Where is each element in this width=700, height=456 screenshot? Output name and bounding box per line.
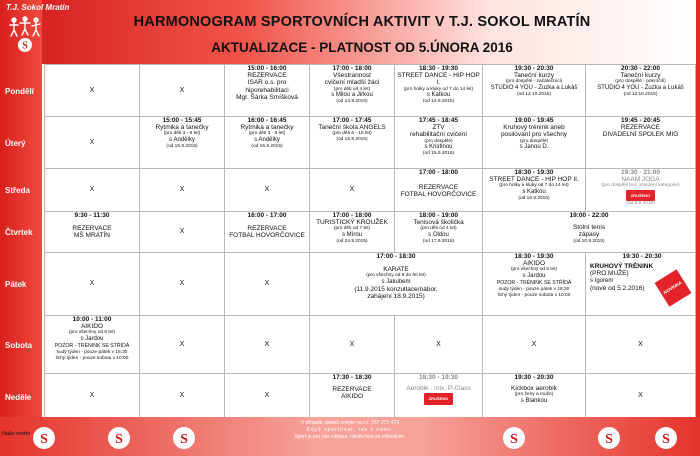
slot-empty: X	[45, 65, 140, 117]
slot-fotbal-thu: 16:00 - 17:00 REZERVACE FOTBAL HOVORČOVICE	[225, 212, 310, 253]
slot-empty: X	[225, 169, 310, 212]
day-label-monday: Pondělí	[5, 87, 34, 96]
sokol-logo	[652, 424, 680, 452]
new-ribbon: NOVINKA	[655, 269, 692, 307]
right-bar	[696, 0, 700, 456]
footer-contact: V případě dotazů volejte na t.č. 737 271 473	[300, 420, 400, 426]
slot-angels: 17:00 - 17:45 Taneční škola ANGELS (pro děti 6 - 10 let) (od 15.9.2015)	[310, 117, 395, 169]
slot-aikido-sun: 17:30 - 18:30 REZERVACE AIKIDO	[310, 374, 395, 419]
row-wednesday	[45, 169, 696, 212]
day-label-friday: Pátek	[5, 280, 27, 289]
slot-empty: X	[45, 374, 140, 419]
svg-text:S: S	[662, 432, 670, 447]
svg-text:S: S	[510, 432, 518, 447]
slot-tenisova-skolicka: 18:00 - 19:00 Tenisová školička (pro děti od 4 let) s Oldou (od 17.9.2015)	[395, 212, 483, 253]
row-saturday	[45, 316, 696, 374]
slot-aerobik-mix: 18:30 - 19:30 Aerobik - mix, P-Class ZRUŠENO	[395, 374, 483, 419]
footer-motto-text: Sport je pro nás zábava, nikoliv hon za vítězstvím.	[294, 434, 406, 440]
slot-empty: X	[140, 253, 225, 316]
footer-text	[220, 420, 480, 441]
row-thursday	[45, 212, 696, 253]
slot-vsestrannost: 17:00 - 18:00 Všestrannost cvičení mladší žáci (pro děti od 4 let) s Milou a Jirkou (od 14.9.2015)	[310, 65, 395, 117]
sokol-figures-logo	[8, 14, 42, 54]
slot-naam-joga: 19:30 - 21:00 NAAM JOGA (pro dospělé bez omezení kategorie) ZRUŠENO (od 9.9.2015)	[586, 169, 696, 212]
slot-divadelni-spolek: 19:45 - 20:45 REZERVACE DIVADELNÍ SPOLEK MIG	[586, 117, 696, 169]
slot-empty: X	[140, 169, 225, 212]
slot-empty: X	[225, 253, 310, 316]
slot-empty: X	[483, 316, 586, 374]
slot-aikido-fri: 18:30 - 19:30 AIKIDO (pro všechny od 6 let) s Jardou POZOR - TRÉNINK SE STŘÍDÁ sudý týden - pouze pátek v 18:30 lichý týden - pouze sobota v 10:00	[483, 253, 586, 316]
slot-fotbal-wed: 17:00 - 18:00 REZERVACE FOTBAL HOVORČOVICE	[395, 169, 483, 212]
footer-slogan: Když sportovat, tak s námi.	[306, 427, 394, 433]
svg-text:S: S	[605, 432, 613, 447]
sokol-logo	[170, 424, 198, 452]
slot-turisticky-krouzek: 17:00 - 18:00 TURISTICKÝ KROUŽEK (pro děti od 7 let) s Mírou (od 24.9.2015)	[310, 212, 395, 253]
slot-ztv: 17:45 - 18:45 ZTV rehabilitační cvičení (pro dospělé) s Kristinou (od 15.9.2015)	[395, 117, 483, 169]
slot-empty: X	[310, 169, 395, 212]
slot-empty: X	[140, 65, 225, 117]
slot-tanecni-kurzy-advanced: 20:30 - 22:00 Taneční kurzy (pro dospělé - pokročilí) STUDIO 4 YOU - Zuzka a Lukáš (od 12.10.2015)	[586, 65, 696, 117]
day-label-tuesday: Úterý	[5, 139, 26, 148]
row-tuesday	[45, 117, 696, 169]
slot-ms-mratin: 9:30 - 11:30 REZERVACE MŠ MRATÍN	[45, 212, 140, 253]
slot-empty: X	[225, 316, 310, 374]
slot-aikido-sat: 10:00 - 11:00 AIKIDO (pro všechny od 6 let) s Jardou POZOR - TRÉNINK SE STŘÍDÁ sudý týden - pouze pátek v 18:30 lichý týden - pouze sobota v 10:00	[45, 316, 140, 374]
svg-text:S: S	[115, 432, 123, 447]
sokol-logo	[500, 424, 528, 452]
slot-empty: X	[586, 316, 696, 374]
cancelled-badge: ZRUŠENO	[626, 190, 656, 201]
slot-isar: 15:00 - 16:00 REZERVACE ISAR o.s. pro hiporehabilitaci Mgr. Šárka Smíšková	[225, 65, 310, 117]
svg-text:S: S	[180, 432, 188, 447]
schedule-table	[44, 64, 696, 419]
day-label-saturday: Sobota	[5, 341, 33, 350]
org-name: T.J. Sokol Mratín	[6, 3, 70, 12]
slot-empty: X	[45, 117, 140, 169]
slot-empty: X	[586, 374, 696, 419]
sokol-logo	[30, 424, 58, 452]
row-friday	[45, 253, 696, 316]
svg-text:S: S	[22, 40, 28, 52]
page-subtitle: AKTUALIZACE - PLATNOST OD 5.ÚNORA 2016	[211, 40, 513, 55]
row-monday	[45, 65, 696, 117]
slot-kruhovy-trenink: 19:00 - 19:45 Kruhový trénink aneb posilování pro všechny (pro dospělé) s Janou D.	[483, 117, 586, 169]
motto-label: Naše motto	[2, 431, 31, 437]
slot-street-dance-1: 18:30 - 19:30 STREET DANCE - HIP HOP I. (pro holky a kluky od 7 do 14 let) s Katkou (od 14.9.2015)	[395, 65, 483, 117]
row-sunday	[45, 374, 696, 419]
svg-text:S: S	[40, 432, 48, 447]
slot-stolni-tenis: 19:00 - 22:00 Stolní tenis zápasy (od 10.9.2015)	[483, 212, 696, 253]
day-label-wednesday: Středa	[5, 186, 30, 195]
slot-empty: X	[140, 374, 225, 419]
sokol-logo	[105, 424, 133, 452]
slot-kickbox: 19:30 - 20:30 Kickbox aerobik (pro ženy a muže) s Blankou	[483, 374, 586, 419]
sokol-logo	[595, 424, 623, 452]
day-label-sunday: Neděle	[5, 393, 32, 402]
slot-empty: X	[225, 374, 310, 419]
slot-empty: X	[140, 212, 225, 253]
slot-tanecni-kurzy-beginners: 19:30 - 20:30 Taneční kurzy (pro dospělé - začátečníci) STUDIO 4 YOU - Zuzka a Lukáš (od 12.10.2015)	[483, 65, 586, 117]
slot-rytmika-2: 16:00 - 16:45 Rytmika a tanečky (pro děti 3 - 6 let) s Andělky (od 15.9.2015)	[225, 117, 310, 169]
slot-empty: X	[45, 169, 140, 212]
slot-empty: X	[395, 316, 483, 374]
slot-empty: X	[45, 253, 140, 316]
day-label-thursday: Čtvrtek	[5, 228, 33, 237]
page-title: HARMONOGRAM SPORTOVNÍCH AKTIVIT V T.J. SOKOL MRATÍN	[133, 14, 591, 30]
slot-rytmika-1: 15:00 - 15:45 Rytmika a tanečky (pro děti 3 - 6 let) s Andělky (od 15.9.2015)	[140, 117, 225, 169]
slot-street-dance-2: 18:30 - 19:30 STREET DANCE - HIP HOP II. (pro holky a kluky od 7 do 14 let) s Katkou (od 16.9.2015)	[483, 169, 586, 212]
slot-empty: X	[310, 316, 395, 374]
slot-kruhovy-trenink-muzi: 19:30 - 20:30 KRUHOVÝ TRÉNINK (PRO MUŽE) s Igorem (nově od 5.2.2016)	[586, 253, 696, 316]
slot-karate: 17:00 - 18:30 KARATE (pro všechny od 6 do 60 let) s Jakubem (11.9.2015 konzultace/nábor, zahájení 18.9.2015)	[310, 253, 483, 316]
cancelled-badge: ZRUŠENO	[424, 393, 454, 404]
slot-empty: X	[140, 316, 225, 374]
